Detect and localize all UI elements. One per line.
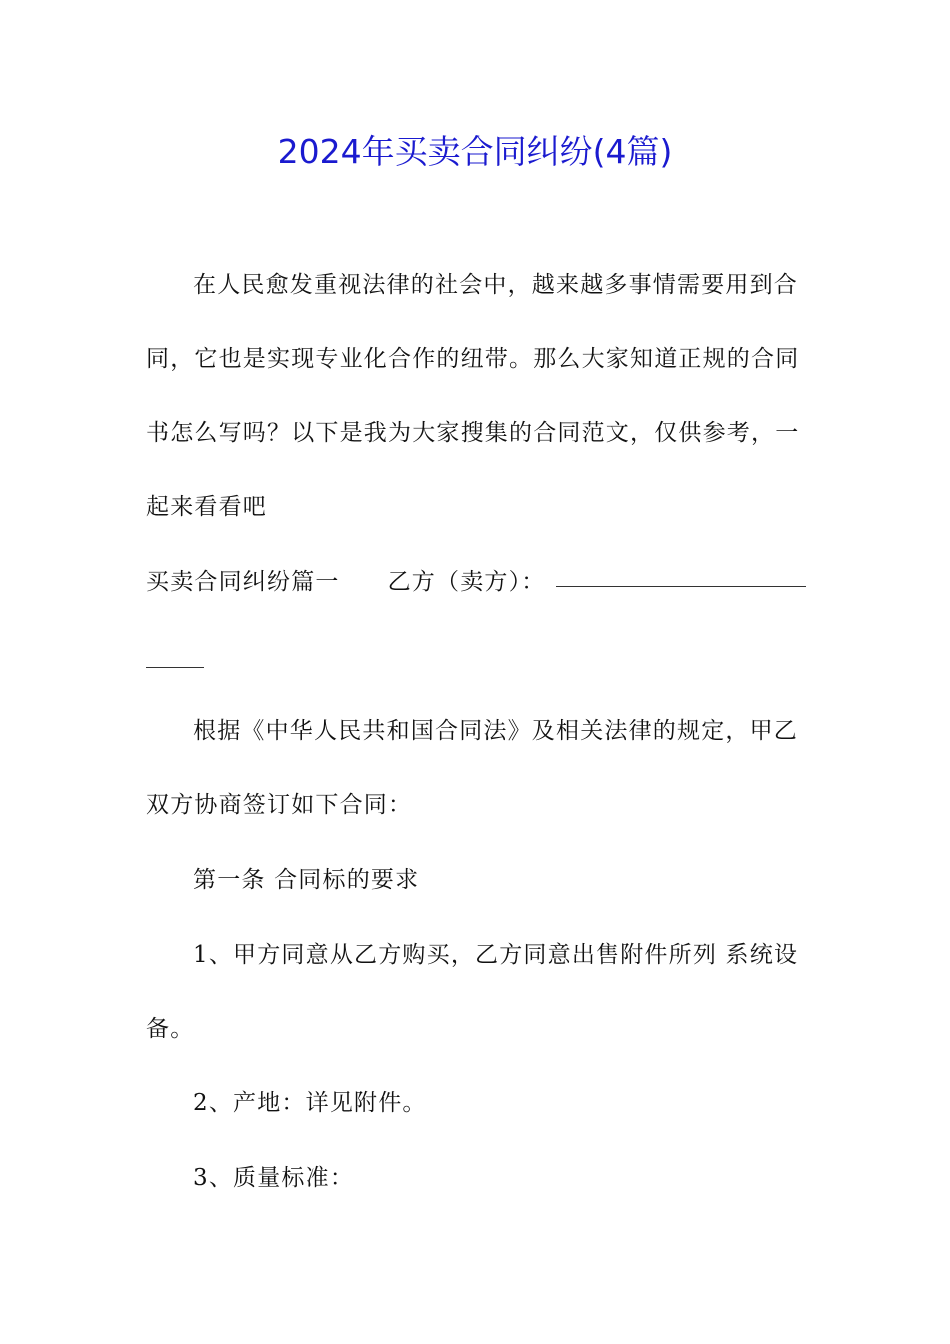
- item-3: 3、质量标准：: [193, 1165, 355, 1191]
- item-1-line-2: 备。: [146, 1016, 195, 1042]
- party-b-blank-line: [556, 586, 806, 587]
- party-b-blank-line-continued: [146, 667, 204, 668]
- article-1-heading: 第一条 合同标的要求: [193, 867, 420, 893]
- intro-paragraph-line-4: 起来看看吧: [146, 494, 267, 520]
- basis-paragraph-line-2: 双方协商签订如下合同：: [146, 792, 413, 818]
- item-2: 2、产地：详见附件。: [193, 1090, 427, 1116]
- intro-paragraph-line-1: 在人民愈发重视法律的社会中，越来越多事情需要用到合: [193, 272, 798, 298]
- intro-paragraph-line-3: 书怎么写吗？以下是我为大家搜集的合同范文，仅供参考，一: [146, 420, 800, 446]
- document-title: 2024年买卖合同纠纷(4篇): [277, 132, 673, 171]
- party-b-label: 乙方（卖方）：: [387, 569, 546, 595]
- section-heading-line: [146, 564, 546, 600]
- intro-paragraph-line-2: 同，它也是实现专业化合作的纽带。那么大家知道正规的合同: [146, 346, 800, 372]
- section-heading: 买卖合同纠纷篇一: [146, 569, 340, 595]
- item-1-line-1: 1、甲方同意从乙方购买，乙方同意出售附件所列 系统设: [193, 942, 799, 968]
- basis-paragraph-line-1: 根据《中华人民共和国合同法》及相关法律的规定，甲乙: [193, 718, 798, 744]
